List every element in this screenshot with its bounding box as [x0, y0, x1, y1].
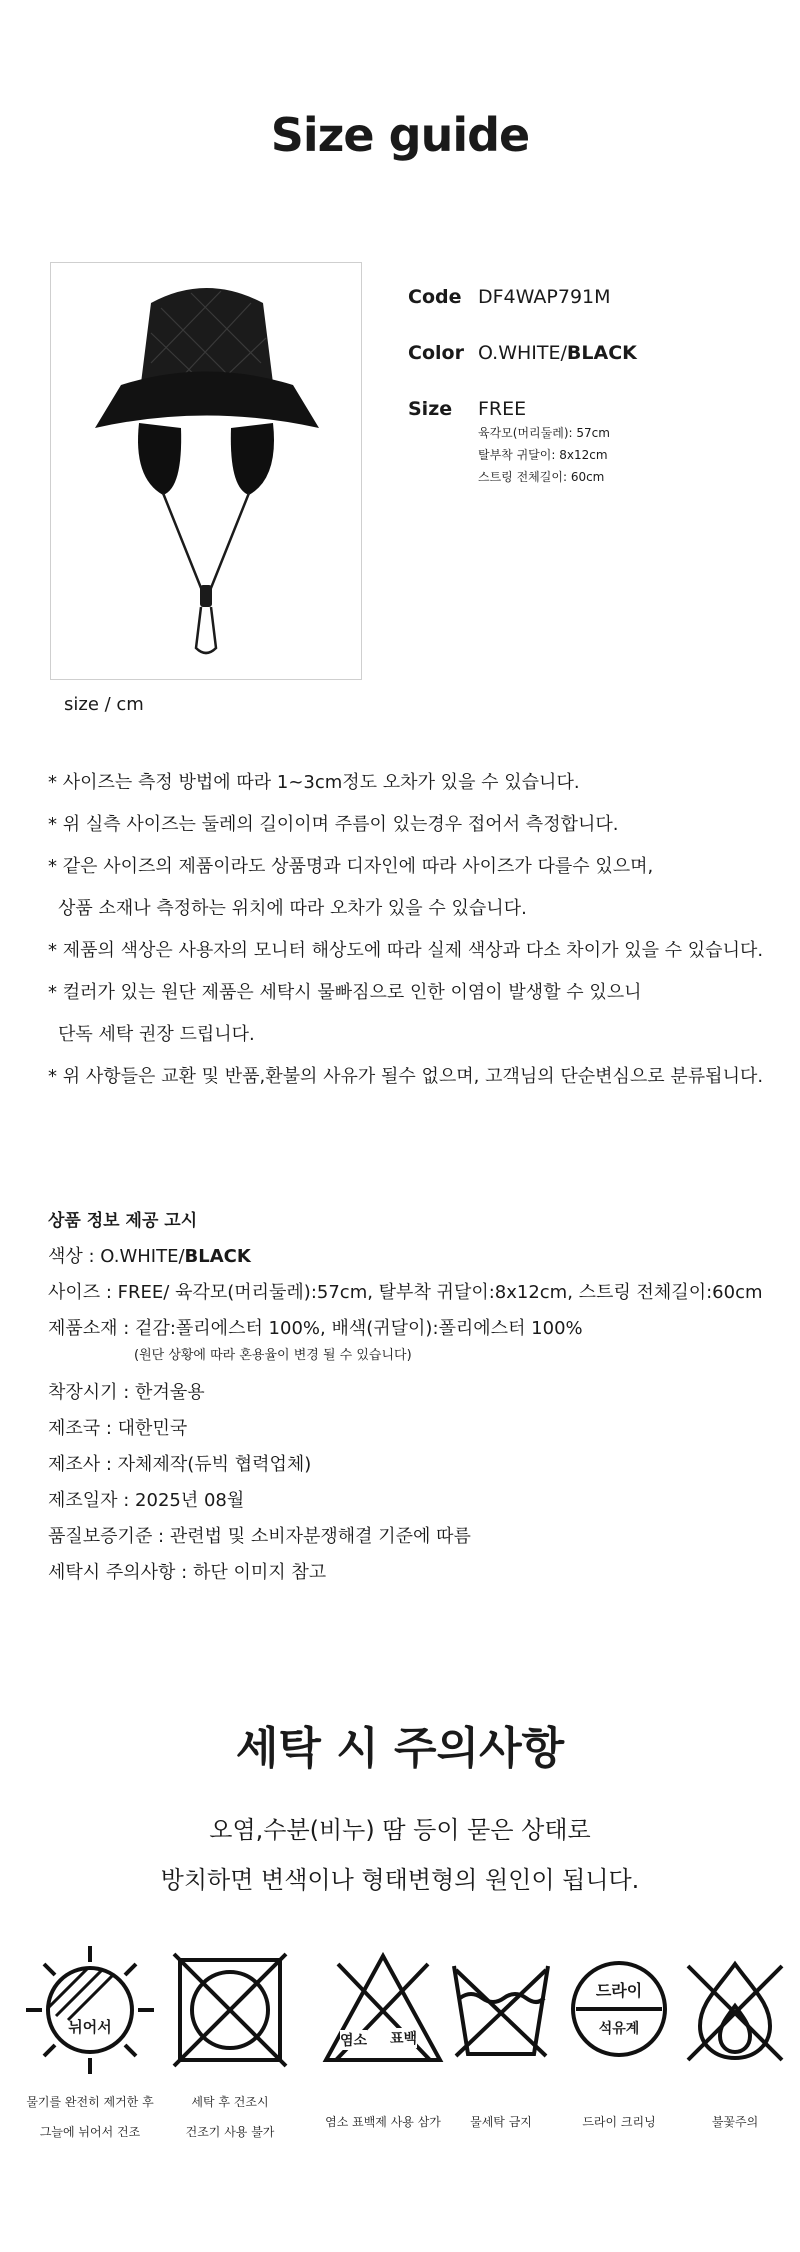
symbol-text: 드라이	[595, 1981, 643, 2000]
size-detail: 스트링 전체길이: 60cm	[478, 470, 605, 484]
info-season: 착장시기 : 한겨울용	[48, 1382, 205, 1403]
no-tumble-dry-icon	[168, 1948, 292, 2076]
care-label: 불꽃주의	[711, 2115, 759, 2129]
care-label: 그늘에 뉘어서 건조	[39, 2125, 141, 2139]
info-date: 제조일자 : 2025년 08월	[48, 1490, 245, 1511]
color-label: Color	[408, 342, 464, 364]
info-maker: 제조사 : 자체제작(듀빅 협력업체)	[48, 1454, 312, 1475]
size-detail: 탈부착 귀달이: 8x12cm	[478, 448, 608, 462]
code-value: DF4WAP791M	[478, 286, 611, 308]
washing-desc-line: 방치하면 변색이나 형태변형의 원인이 됩니다.	[160, 1866, 640, 1894]
info-country: 제조국 : 대한민국	[48, 1418, 188, 1439]
info-color-bold: BLACK	[184, 1246, 251, 1267]
color-value-prefix: O.WHITE/	[478, 342, 567, 364]
bucket-hat-image	[51, 263, 361, 679]
care-label: 세탁 후 건조시	[191, 2095, 269, 2109]
symbol-text: 석유계	[598, 2021, 640, 2037]
info-size: 사이즈 : FREE/ 육각모(머리둘레):57cm, 탈부착 귀달이:8x12cm, 스트링 전체길이:60cm	[48, 1282, 763, 1303]
product-info-heading: 상품 정보 제공 고시	[48, 1211, 198, 1231]
note-line: 단독 세탁 권장 드립니다.	[58, 1024, 255, 1045]
care-label: 건조기 사용 불가	[185, 2125, 275, 2139]
code-label: Code	[408, 286, 462, 308]
note-line: * 위 사항들은 교환 및 반품,환불의 사유가 될수 없으며, 고객님의 단순변심으로 분류됩니다.	[48, 1066, 764, 1087]
dry-flat-shade-icon	[20, 1940, 160, 2084]
no-bleach-icon	[318, 1948, 448, 2076]
symbol-text: 염소	[340, 2030, 367, 2050]
no-flame-icon	[680, 1956, 790, 2070]
dry-clean-icon	[564, 1954, 674, 2068]
care-label: 물기를 완전히 제거한 후	[26, 2095, 154, 2109]
info-care: 세탁시 주의사항 : 하단 이미지 참고	[48, 1562, 327, 1583]
info-color	[48, 1242, 251, 1268]
note-line: 상품 소재나 측정하는 위치에 따라 오차가 있을 수 있습니다.	[58, 898, 527, 919]
note-line: * 제품의 색상은 사용자의 모니터 해상도에 따라 실제 색상과 다소 차이가 있을 수 있습니다.	[48, 940, 764, 961]
note-line: * 컬러가 있는 원단 제품은 세탁시 물빠짐으로 인한 이염이 발생할 수 있으니	[48, 982, 642, 1003]
info-material-note: (원단 상황에 따라 혼용율이 변경 될 수 있습니다)	[134, 1348, 412, 1363]
info-warranty: 품질보증기준 : 관련법 및 소비자분쟁해결 기준에 따름	[48, 1526, 471, 1547]
washing-desc-line: 오염,수분(비누) 땀 등이 묻은 상태로	[209, 1816, 591, 1844]
care-label: 물세탁 금지	[470, 2115, 532, 2129]
size-detail: 육각모(머리둘레): 57cm	[478, 426, 610, 440]
care-label: 드라이 크리닝	[582, 2115, 656, 2129]
info-color-prefix: 색상 : O.WHITE/	[48, 1246, 185, 1267]
color-value-bold: BLACK	[566, 342, 637, 364]
washing-heading: 세탁 시 주의사항	[235, 1723, 565, 1774]
color-value	[478, 342, 637, 364]
symbol-text: 표백	[390, 2028, 417, 2048]
no-wash-icon	[446, 1956, 556, 2070]
note-line: * 같은 사이즈의 제품이라도 상품명과 디자인에 따라 사이즈가 다를수 있으며,	[48, 856, 654, 877]
care-label: 염소 표백제 사용 삼가	[325, 2115, 441, 2129]
page-title: Size guide	[270, 108, 530, 162]
symbol-text: 뉘어서	[68, 2018, 112, 2036]
size-unit-caption: size / cm	[64, 694, 144, 715]
size-label: Size	[408, 398, 453, 420]
size-value: FREE	[478, 398, 527, 420]
note-line: * 사이즈는 측정 방법에 따라 1~3cm정도 오차가 있을 수 있습니다.	[48, 772, 580, 793]
info-material: 제품소재 : 겉감:폴리에스터 100%, 배색(귀달이):폴리에스터 100%	[48, 1318, 583, 1339]
note-line: * 위 실측 사이즈는 둘레의 길이이며 주름이 있는경우 접어서 측정합니다.	[48, 814, 619, 835]
product-photo-frame	[50, 262, 362, 680]
